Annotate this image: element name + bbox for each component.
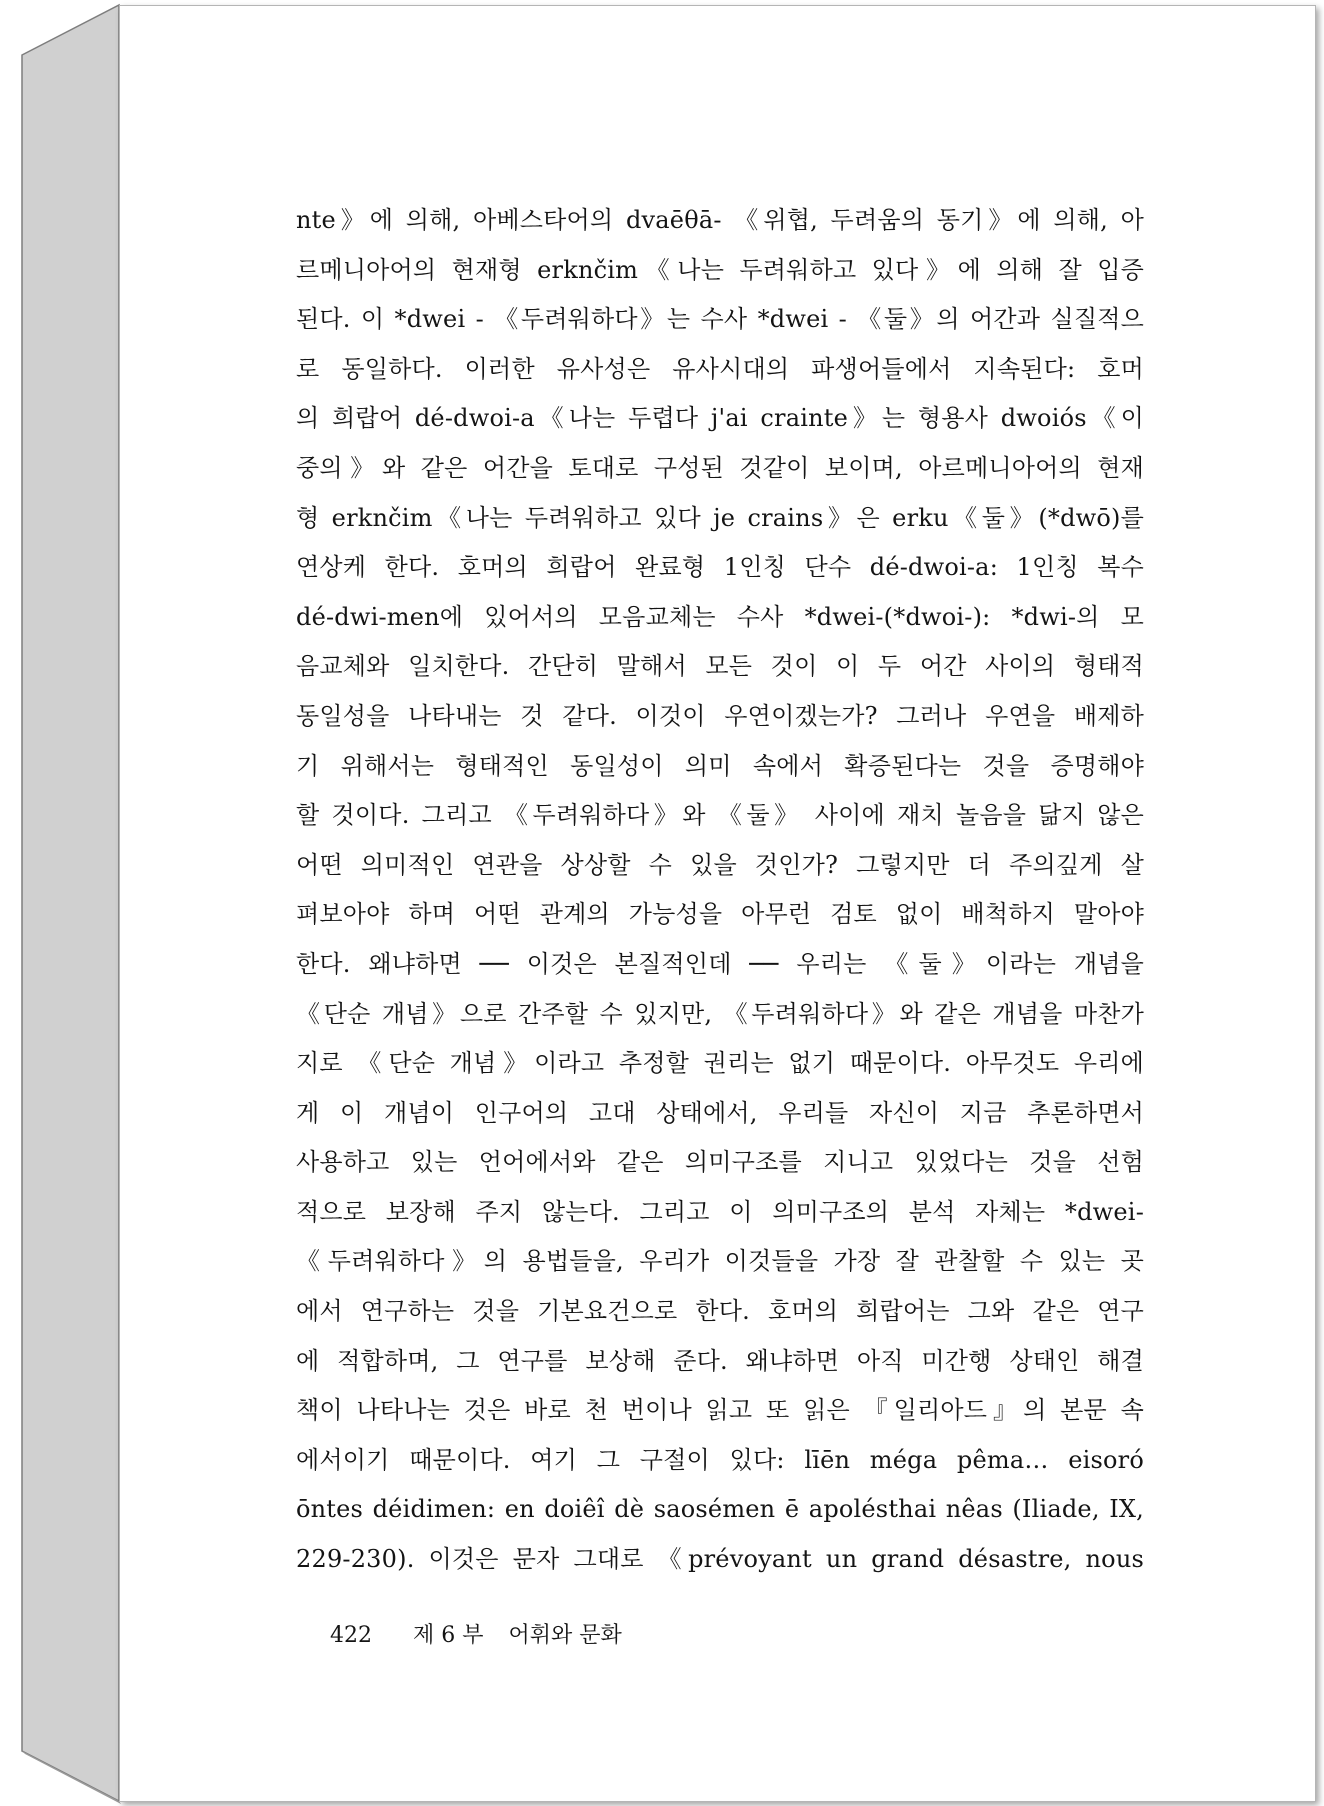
text-line: 사용하고 있는 언어에서와 같은 의미구조를 지니고 있었다는 것을 선험 (296, 1148, 1144, 1177)
text-line: 한다. 왜냐하면 ── 이것은 본질적인데 ── 우리는 《둘》이라는 개념을 (296, 949, 1144, 978)
text-line: 적으로 보장해 주지 않는다. 그리고 이 의미구조의 분석 자체는 *dwei- (296, 1197, 1144, 1226)
text-line: 된다. 이 *dwei - 《두려워하다》는 수사 *dwei - 《둘》의 어간과 실질적으 (296, 305, 1144, 334)
text-line: nte》에 의해, 아베스타어의 dvaēθā- 《위협, 두려움의 동기》에 의해, 아 (296, 206, 1144, 234)
text-line: 기 위해서는 형태적인 동일성이 의미 속에서 확증된다는 것을 증명해야 (296, 751, 1144, 780)
page-footer (330, 1618, 622, 1649)
text-line: 르메니아어의 현재형 erknčim《나는 두려워하고 있다》에 의해 잘 입증 (296, 255, 1144, 284)
text-line: 음교체와 일치한다. 간단히 말해서 모든 것이 이 두 어간 사이의 형태적 (296, 652, 1144, 681)
text-line: 에 적합하며, 그 연구를 보상해 준다. 왜냐하면 아직 미간행 상태인 해결 (296, 1346, 1144, 1375)
text-line: 지로 《단순 개념》이라고 추정할 권리는 없기 때문이다. 아무것도 우리에 (296, 1049, 1144, 1078)
text-line: 《단순 개념》으로 간주할 수 있지만, 《두려워하다》와 같은 개념을 마찬가 (296, 999, 1144, 1028)
text-line: 229-230). 이것은 문자 그대로 《prévoyant un grand désastre, nous (296, 1545, 1144, 1574)
text-line: 할 것이다. 그리고 《두려워하다》와 《둘》 사이에 재치 놀음을 닮지 않은 (296, 801, 1144, 830)
body-text (296, 196, 1144, 1585)
text-line: 에서이기 때문이다. 여기 그 구절이 있다: līēn méga pêma… eisoró (296, 1445, 1144, 1474)
text-line: 어떤 의미적인 연관을 상상할 수 있을 것인가? 그렇지만 더 주의깊게 살 (296, 850, 1144, 879)
text-line: 펴보아야 하며 어떤 관계의 가능성을 아무런 검토 없이 배척하지 말아야 (296, 900, 1144, 929)
part-label: 제 6 부 (413, 1623, 484, 1648)
text-line: 게 이 개념이 인구어의 고대 상태에서, 우리들 자신이 지금 추론하면서 (296, 1098, 1144, 1127)
text-line: 중의》와 같은 어간을 토대로 구성된 것같이 보이며, 아르메니아어의 현재 (296, 453, 1144, 482)
text-line: 형 erknčim《나는 두려워하고 있다 je crains》은 erku《둘》(*dwō)를 (296, 503, 1144, 532)
page-number: 422 (330, 1623, 372, 1648)
text-line: 의 희랍어 dé-dwoi-a《나는 두렵다 j'ai crainte》는 형용사 dwoiós《이 (296, 404, 1144, 433)
text-line: 에서 연구하는 것을 기본요건으로 한다. 호머의 희랍어는 그와 같은 연구 (296, 1297, 1144, 1326)
text-line: 《두려워하다》의 용법들을, 우리가 이것들을 가장 잘 관찰할 수 있는 곳 (296, 1247, 1144, 1276)
text-line: 책이 나타나는 것은 바로 천 번이나 읽고 또 읽은 『일리아드』의 본문 속 (296, 1396, 1144, 1425)
text-line: ōntes déidimen: en doiêî dè saosémen ē apolésthai nêas (Iliade, IX, (296, 1495, 1144, 1524)
part-title: 어휘와 문화 (508, 1623, 622, 1648)
text-line: 동일성을 나타내는 것 같다. 이것이 우연이겠는가? 그러나 우연을 배제하 (296, 701, 1144, 730)
text-line: dé-dwi-men에 있어서의 모음교체는 수사 *dwei-(*dwoi-): *dwi-의 모 (296, 602, 1144, 631)
text-line: 로 동일하다. 이러한 유사성은 유사시대의 파생어들에서 지속된다: 호머 (296, 354, 1144, 383)
text-line: 연상케 한다. 호머의 희랍어 완료형 1인칭 단수 dé-dwoi-a: 1인칭 복수 (296, 553, 1144, 582)
